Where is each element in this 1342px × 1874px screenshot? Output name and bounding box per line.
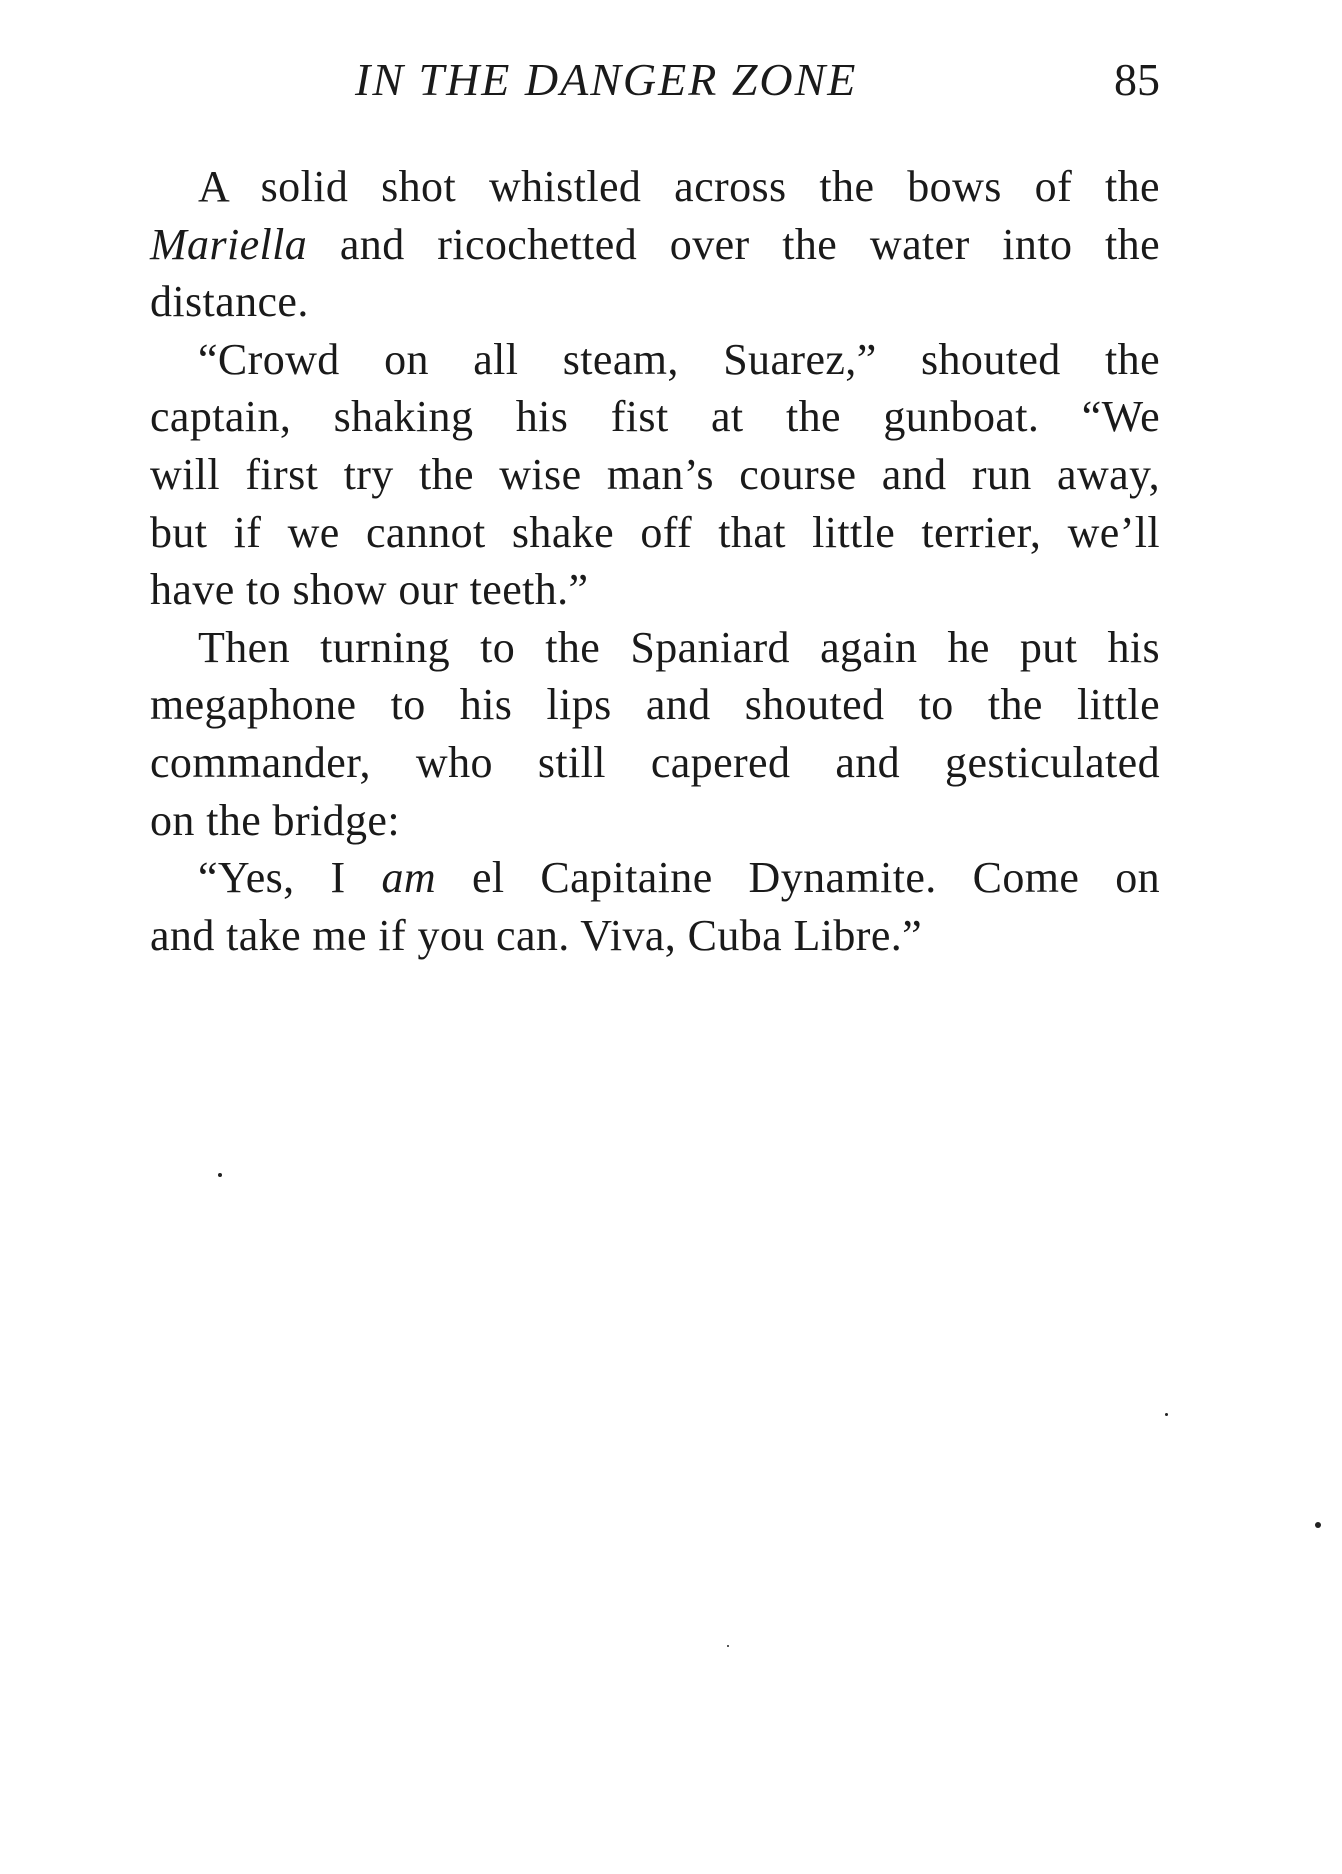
text-line: Then turning to the Spaniard again he put his bbox=[198, 622, 1160, 672]
text-line: on the bridge: bbox=[150, 795, 400, 845]
text-line: distance. bbox=[150, 277, 309, 327]
paper-speck bbox=[218, 1173, 222, 1177]
running-head bbox=[150, 52, 1160, 112]
emphasis: am bbox=[381, 853, 437, 903]
text-line: “Yes, I am el Capitaine Dynamite. Come on bbox=[198, 853, 1161, 903]
text-line: Mariella and ricochetted over the water into the bbox=[150, 219, 1160, 269]
paragraph-2 bbox=[150, 331, 1160, 619]
paper-speck bbox=[1315, 1522, 1321, 1528]
text-line: A solid shot whistled across the bows of the bbox=[198, 162, 1160, 211]
paragraph-1 bbox=[150, 158, 1160, 331]
text-line: and take me if you can. Viva, Cuba Libre.” bbox=[150, 910, 923, 960]
running-title: IN THE DANGER ZONE bbox=[355, 54, 858, 105]
paper-speck bbox=[727, 1645, 729, 1647]
paragraph-4 bbox=[150, 849, 1160, 964]
paper-speck bbox=[1165, 1413, 1168, 1416]
text-line: will first try the wise man’s course and run away, bbox=[150, 449, 1160, 499]
ship-name: Mariella bbox=[150, 219, 308, 269]
text-line: “Crowd on all steam, Suarez,” shouted the bbox=[198, 334, 1160, 384]
text-line: commander, who still capered and gesticulated bbox=[150, 737, 1160, 787]
paragraph-3 bbox=[150, 619, 1160, 849]
page-number: 85 bbox=[1114, 54, 1160, 105]
body-text bbox=[150, 158, 1160, 964]
text-line: but if we cannot shake off that little terrier, we’ll bbox=[150, 507, 1160, 557]
text-line: have to show our teeth.” bbox=[150, 565, 589, 615]
text-line: captain, shaking his fist at the gunboat. “We bbox=[150, 392, 1160, 442]
text-line: megaphone to his lips and shouted to the little bbox=[150, 680, 1160, 730]
